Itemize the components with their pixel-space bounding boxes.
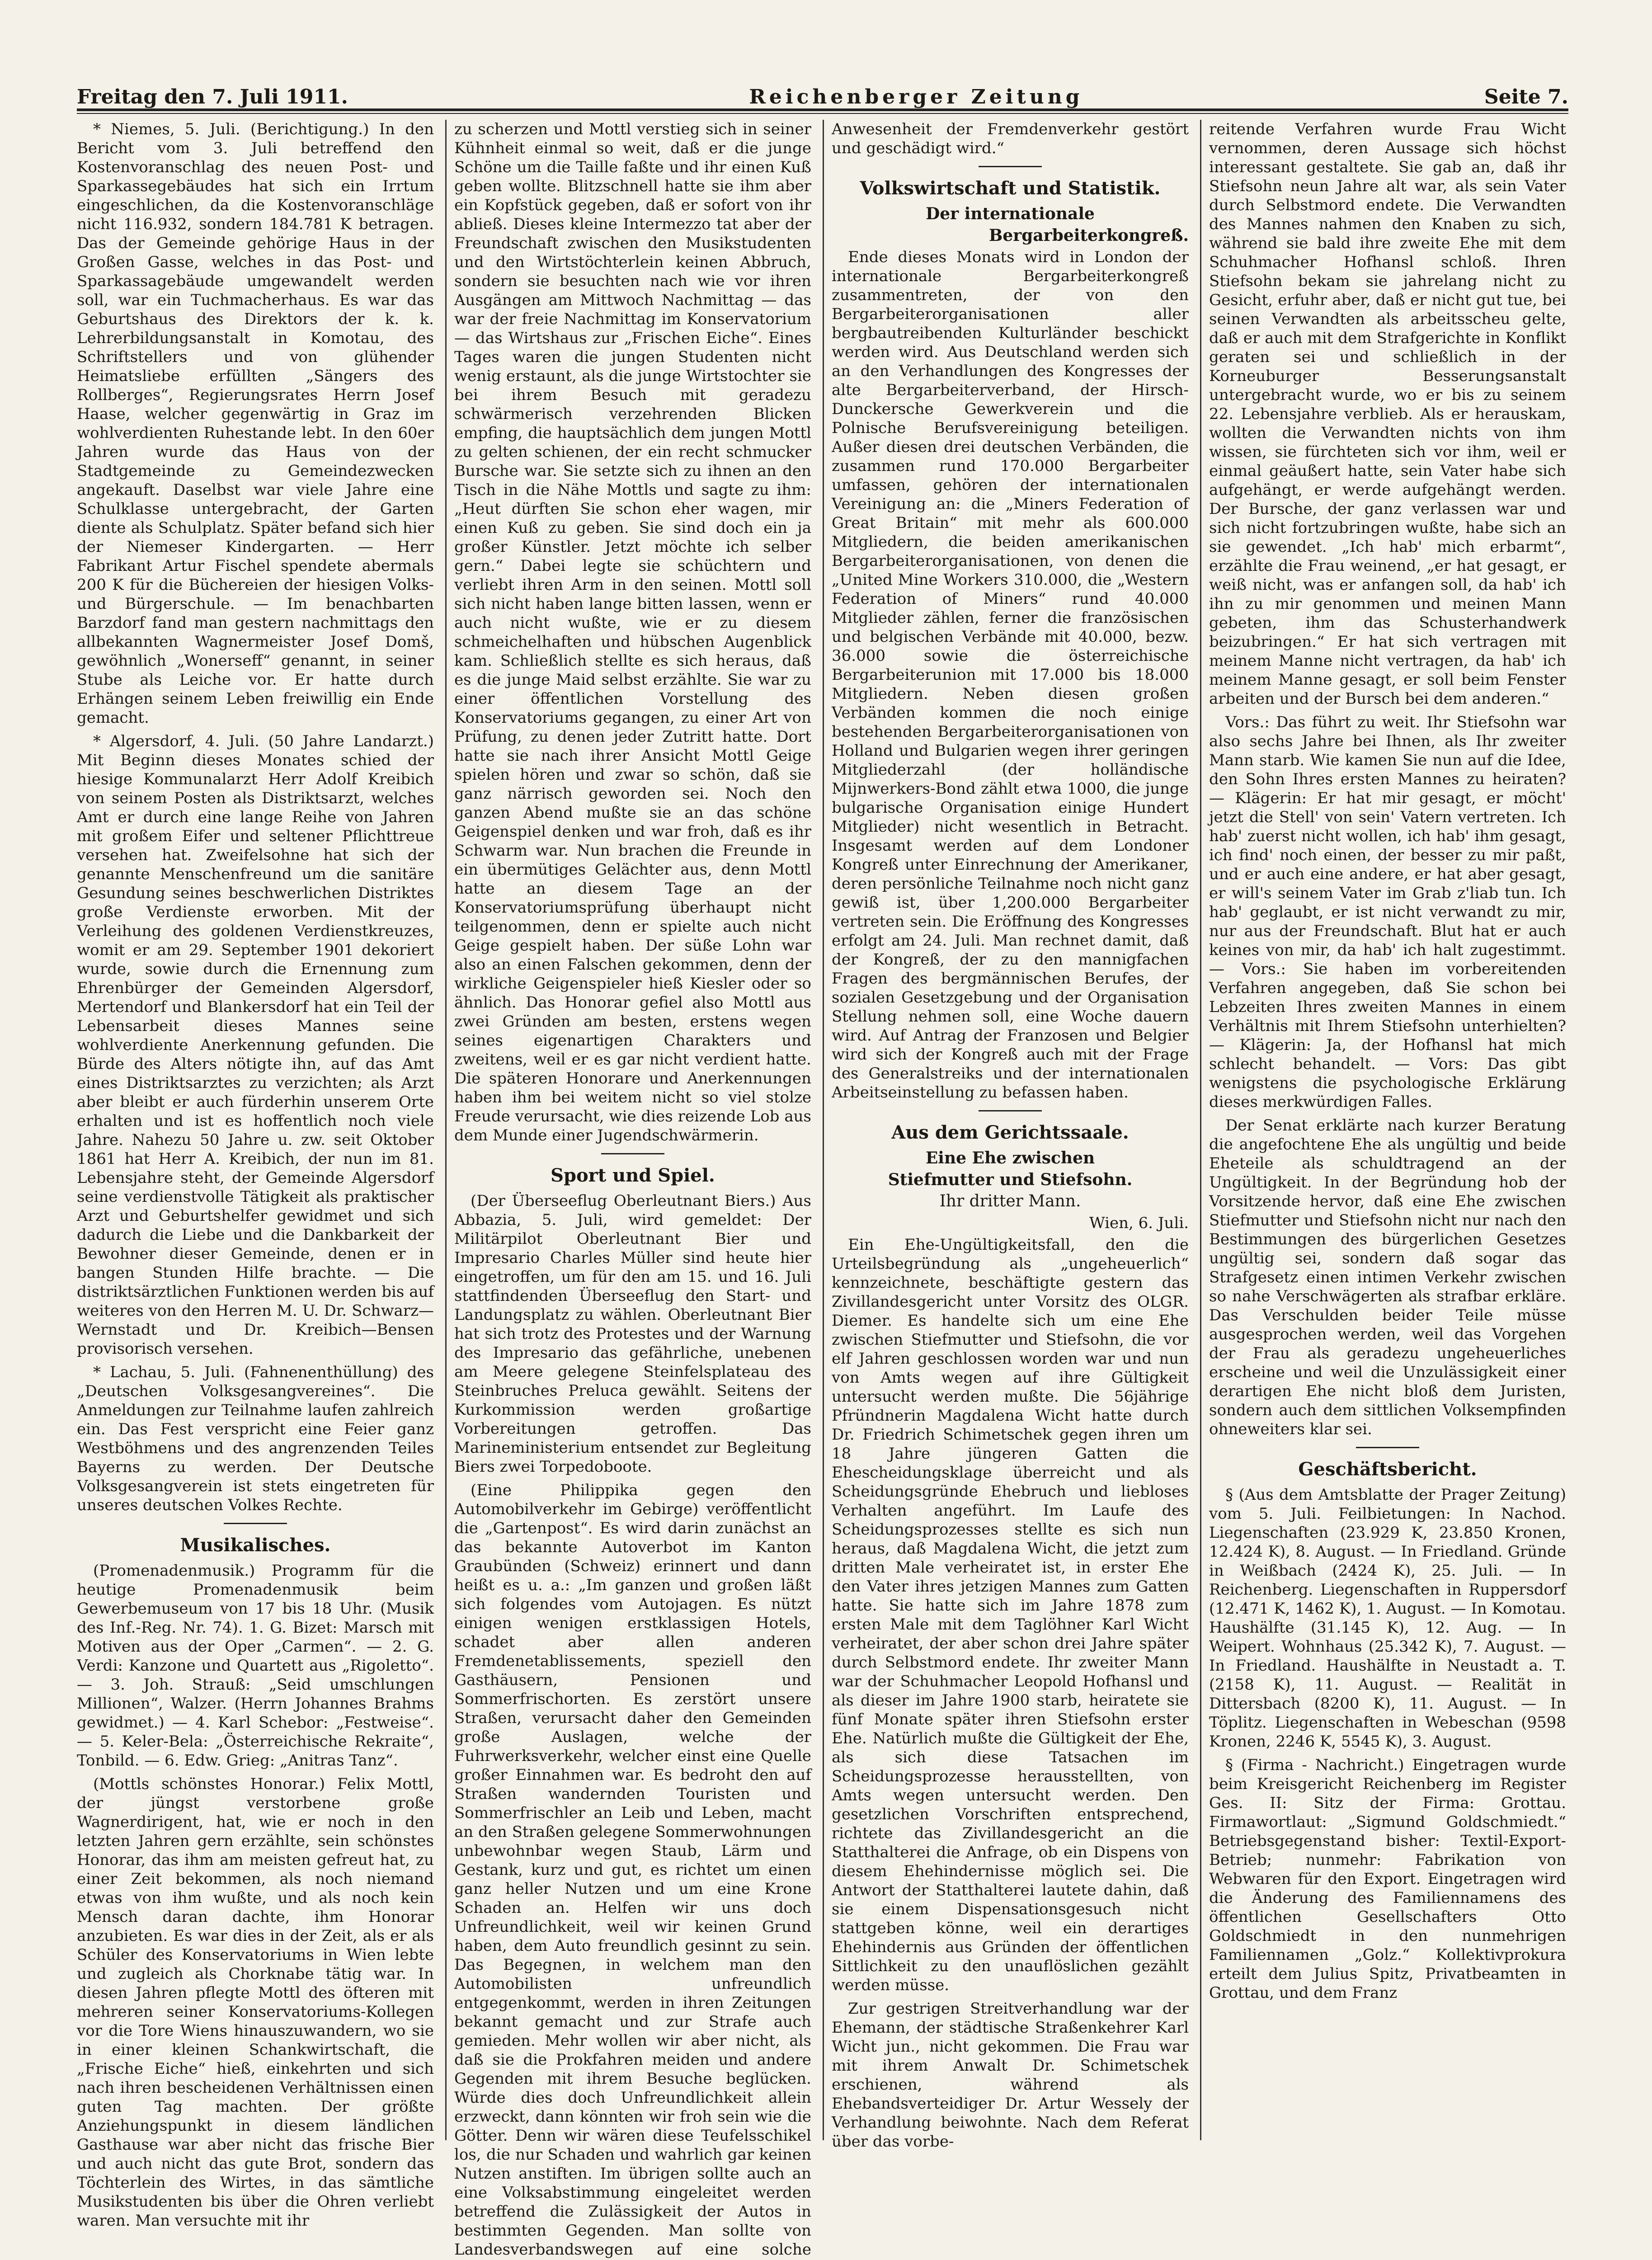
article-mottl: (Mottls schönstes Honorar.) Felix Mottl, der jüngst verstorbene große Wagnerdirigent, hat, wie er noch in den letzten Jahren gern erzählte, sein schönstes Honorar, das ihm am meisten gefreut hat, zu einer Zeit bekommen, als noch niemand etwas von ihm wußte, und als noch kein Mensch daran dachte, ihm Honorar anzubieten. Es war dies in der Zeit, als er als Schüler des Konservatoriums in Wien lebte und zugleich als Chorknabe tätig war. In diesen Jahren pflegte Mottl des öfteren mit mehreren seiner Konservatoriums-Kollegen vor die Tore Wiens hinauszuwandern, wo sie in einer kleinen Schankwirtschaft, die „Frische Eiche“ hieß, einkehrten und sich nach ihren bescheidenen Verhältnissen einen guten Tag machten. Der größte Anziehungspunkt in diesem ländlichen Gasthause war aber nicht das frische Bier und auch nicht das gute Brot, sondern das Töchterlein des Wirtes, in das sämtliche Musikstudenten bis über die Ohren verliebt waren. Man versuchte mit ihr [77, 1775, 434, 2230]
section-divider [1356, 1447, 1419, 1448]
article-niemes: * Niemes, 5. Juli. (Berichtigung.) In den Bericht vom 3. Juli betreffend den Kostenvoranschlag des neuen Post- und Sparkassegebäudes hat sich ein Irrtum eingeschlichen, da die Kostenvoranschläge nicht 116.932, sondern 184.781 K betragen. Das der Gemeinde gehörige Haus in der Großen Gasse, welches in das Post- und Sparkassagebäude umgewandelt werden soll, war ein Tuchmacherhaus. Es war das Geburtshaus des Direktors der k. k. Lehrerbildungsanstalt in Komotau, des Schriftstellers und von glühender Heimatsliebe erfüllten „Sängers des Rollberges“, Regierungsrates Herrn Josef Haase, welcher gegenwärtig in Graz im wohlverdienten Ruhestande lebt. In den 60er Jahren wurde das Haus von der Stadtgemeinde zu Gemeindezwecken angekauft. Daselbst war viele Jahre eine Schulklasse untergebracht, der Garten diente als Schulplatz. Später befand sich hier der Niemeser Kindergarten. — Herr Fabrikant Artur Fischel spendete abermals 200 K für die Büchereien der hiesigen Volks- und Bürgerschule. — Im benachbarten Barzdorf fand man gestern nachmittags den allbekannten Wagnermeister Josef Domš, gewöhnlich „Wonerseff“ genannt, in seiner Stube als Leiche vor. Er hatte durch Erhängen seinem Leben freiwillig ein Ende gemacht. [77, 120, 434, 727]
page-header [77, 77, 1568, 108]
article-title-line2: Bergarbeiterkongreß. [988, 226, 1189, 245]
dateline: Wien, 6. Juli. [1089, 1214, 1189, 1232]
article-promenadenmusik: (Promenadenmusik.) Programm für die heutige Promenadenmusik beim Gewerbemuseum von 17 bis 18 Uhr. (Musik des Inf.-Reg. Nr. 74). 1. G. Bizet: Marsch mit Motiven aus der Oper „Carmen“. — 2. G. Verdi: Kanzone und Quartett aus „Rigoletto“. — 3. Joh. Strauß: „Seid umschlungen Millionen“, Walzer. (Herrn Johannes Brahms gewidmet.) — 4. Karl Schebor: „Festweise“. — 5. Keler-Bela: „Österreichische Rekraite“, Tonbild. — 6. Edw. Grieg: „Anitras Tanz“. [77, 1562, 434, 1770]
article-title-line2: Stiefmutter und Stiefsohn. [888, 1170, 1133, 1189]
column-rule [1200, 120, 1201, 2140]
column-rule [823, 120, 824, 2140]
column-2 [454, 120, 811, 2259]
section-heading-sport: Sport und Spiel. [551, 1165, 715, 1186]
article-philippika-end: Anwesenheit der Fremdenverkehr gestört und geschädigt wird.“ [832, 120, 1189, 157]
header-date: Freitag den 7. Juli 1911. [77, 85, 348, 108]
column-1 [77, 120, 434, 2230]
column-rule [445, 120, 447, 2140]
article-lachau: * Lachau, 5. Juli. (Fahnenenthüllung) des „Deutschen Volksgesangvereines“. Die Anmeldungen zur Teilnahme laufen zahlreich ein. Das Fest verspricht eine Feier ganz Westböhmens und des angrenzenden Teiles Bayerns zu werden. Der Deutsche Volksgesangverein ist stets eingetreten für unseres deutschen Volkes Rechte. [77, 1363, 434, 1514]
section-divider [224, 1523, 287, 1524]
article-subtitle: Ihr dritter Mann. [939, 1192, 1081, 1210]
section-divider [979, 166, 1042, 167]
header-rule-thin [77, 113, 1568, 114]
article-philippika: (Eine Philippika gegen den Automobilverkehr im Gebirge) veröffentlicht die „Gartenpost“. Es wird darin zunächst an das bekannte Autoverbot im Kanton Graubünden (Schweiz) erinnert und dann heißt es u. a.: „Im ganzen und großen läßt sich folgendes vom Autojagen. Es nützt einigen wenigen erstklassigen Hotels, schadet aber allen anderen Fremdenetablissements, speziell den Gasthäusern, Pensionen und Sommerfrischorten. Es zerstört unsere Straßen, verursacht daher den Gemeinden große Auslagen, welche der Fuhrwerksverkehr, welcher einst eine Quelle großer Einnahmen war. Es bedroht den auf Straßen wandernden Touristen und Sommerfrischler an Leib und Leben, macht an den Straßen gelegene Sommerwohnungen unbewohnbar wegen Staub, Lärm und Gestank, kurz und gut, es richtet um einen ganz heller Nutzen und um eine Krone Schaden an. Helfen wir uns doch Unfreundlichkeit, weil wir keinen Grund haben, dem Auto freundlich gesinnt zu sein. Das Begegnen, in welchem man den Automobilisten unfreundlich entgegenkommt, werden in ihren Zeitungen bekannt gemacht und zur Strafe auch gemieden. Mehr wollen wir aber nicht, als daß sie die Prokfahren meiden und andere Gegenden mit ihrem Besuche beglücken. Würde dies doch Unfreundlichkeit allein erzweckt, dann könnten wir froh sein wie die Götter. Denn wir wären diese Teufelsschikel los, die nur Schaden und wahrlich gar keinen Nutzen anstiften. Im übrigen sollte auch an eine Volksabstimmung eingeleitet werden betreffend die Zulässigkeit der Autos in bestimmten Gegenden. Man sollte von Landesverbandswegen auf eine solche [454, 1481, 811, 2259]
article-title-line1: Eine Ehe zwischen [925, 1149, 1095, 1168]
article-ueberseeflug: (Der Überseeflug Oberleutnant Biers.) Aus Abbazia, 5. Juli, wird gemeldet: Der Militärpilot Oberleutnant Bier und Impresario Charles Müller sind heute hier eingetroffen, um für den am 15. und 16. Juli stattfindenden Überseeflug den Start- und Landungsplatz zu wählen. Oberleutnant Bier hat sich trotz des Protestes und der Warnung des Impresario das gefährliche, unebenen am Meere gelegene Steinfelsplateau des Steinbruches Preluca gewählt. Seitens der Kurkommission werden großartige Vorbereitungen getroffen. Das Marineministerium entsendet zur Begleitung Biers zwei Torpedoboote. [454, 1192, 811, 1476]
article-bergarbeiterkongress: Ende dieses Monats wird in London der internationale Bergarbeiterkongreß zusammentreten, der von den Bergarbeiterorganisationen aller bergbautreibenden Kulturländer beschickt werden wird. Aus Deutschland werden sich an den Verhandlungen des Kongresses der alte Bergarbeiterverband, der Hirsch-Dunckersche Gewerkverein und die Polnische Berufsvereinigung beteiligen. Außer diesen drei deutschen Verbänden, die zusammen rund 170.000 Bergarbeiter umfassen, gehören der internationalen Vereinigung an: die „Miners Federation of Great Britain“ mit mehr als 600.000 Mitgliedern, die beiden amerikanischen Bergarbeiterorganisationen, von denen die „United Mine Workers 310.000, die „Western Federation of Miners“ rund 40.000 Mitglieder zählen, ferner die französischen und belgischen Verbände mit 40.000, bezw. 36.000 sowie die österreichische Bergarbeiterunion mit 17.000 bis 18.000 Mitgliedern. Neben diesen großen Verbänden kommen die noch einige bestehenden Bergarbeiterorganisationen von Holland und Bulgarien wegen ihrer geringen Mitgliederzahl (der holländische Mijnwerkers-Bond zählt etwa 1000, die junge bulgarische Organisation einige Hundert Mitglieder) nicht wesentlich in Betracht. Insgesamt werden auf dem Londoner Kongreß unter Einrechnung der Amerikaner, deren persönliche Teilnahme noch nicht ganz gewiß ist, über 1,200.000 Bergarbeiter vertreten sein. Die Eröffnung des Kongresses erfolgt am 24. Juli. Man rechnet damit, daß der Kongreß, der zu den mannigfachen Fragen des bergmännischen Berufes, der sozialen Gesetzgebung und der Organisation Stellung nehmen soll, eine Woche dauern wird. Auf Antrag der Franzosen und Belgier wird sich der Kongreß auch mit der Frage des Generalstreiks und der internationalen Arbeitseinstellung zu befassen haben. [832, 248, 1189, 1102]
article-algersdorf: * Algersdorf, 4. Juli. (50 Jahre Landarzt.) Mit Beginn dieses Monates schied der hiesige Kommunalarzt Herr Adolf Kreibich von seinem Posten als Distriktsarzt, welches Amt er durch eine lange Reihe von Jahren mit großem Eifer und seltener Pflichttreue versehen hat. Zweifelsohne hat sich der genannte Menschenfreund um die sanitäre Gesundung seines beschwerlichen Distriktes große Verdienste erworben. Mit der Verleihung des goldenen Verdienstkreuzes, womit er am 29. September 1901 dekoriert wurde, sowie durch die Ernennung zum Ehrenbürger der Gemeinden Algersdorf, Mertendorf und Blankersdorf hat ein Teil der Lebensarbeit dieses Mannes seine wohlverdiente Anerkennung gefunden. Die Bürde des Alters nötigte ihn, auf das Amt eines Distriktsarztes zu verzichten; als Arzt aber bleibt er auch fürderhin unserem Orte erhalten und ist es hoffentlich noch viele Jahre. Nahezu 50 Jahre u. zw. seit Oktober 1861 hat Herr A. Kreibich, der nun im 81. Lebensjahre steht, der Gemeinde Algersdorf seine verdienstvolle Tätigkeit als praktischer Arzt und Geburtshelfer gewidmet und sich dadurch die Liebe und die Dankbarkeit der Bewohner dieser Gemeinde, denen er in bangen Stunden Hilfe brachte. — Die distriktsärztlichen Funktionen werden bis auf weiteres von den Herren M. U. Dr. Schwarz—Wernstadt und Dr. Kreibich—Bensen provisorisch versehen. [77, 732, 434, 1358]
section-heading-volkswirtschaft: Volkswirtschaft und Statistik. [860, 178, 1161, 199]
article-ehe-verhoer: Vors.: Das führt zu weit. Ihr Stiefsohn war also sechs Jahre bei Ihnen, als Ihr zweiter Mann starb. Wie kamen Sie nun auf die Idee, den Sohn Ihres ersten Mannes zu heiraten? — Klägerin: Er hat mir gesagt, er möcht' jetzt die Stell' von sein' Vatern vertreten. Ich hab' zuerst nicht wollen, ich hab' ihm gesagt, ich find' noch einen, der besser zu mir paßt, und er auch eine andere, er hat aber gesagt, er will's seinem Vater im Grab z'liab tun. Ich hab' geglaubt, er ist nicht verwandt zu mir, nur aus der Freundschaft. Blut hat er auch keines von mir, da hab' ich halt zugestimmt. — Vors.: Sie haben im vorbereitenden Verfahren angegeben, daß Sie schon bei Lebzeiten Ihres zweiten Mannes in einem Verhältnis mit Ihrem Stiefsohn unterhielten? — Klägerin: Ja, der Hofhansl hat mich schlecht behandelt. — Vors: Das gibt wenigstens die psychologische Erklärung dieses merkwürdigen Falles. [1209, 713, 1566, 1111]
article-mottl-cont: zu scherzen und Mottl verstieg sich in seiner Kühnheit einmal so weit, daß er die junge Schöne um die Taille faßte und ihr einen Kuß geben wollte. Blitzschnell hatte sie ihm aber ein Kopfstück gegeben, daß er sofort von ihr abließ. Dieses kleine Intermezzo tat aber der Freundschaft zwischen den Musikstudenten und den Wirtstöchterlein keinen Abbruch, sondern sie besuchten nach wie vor ihren Ausgängen am Mittwoch Nachmittag — das war der freie Nachmittag im Konservatorium — das Wirtshaus zur „Frischen Eiche“. Eines Tages waren die jungen Studenten nicht wenig erstaunt, als die junge Wirtstochter sie bei ihrem Besuch mit geradezu schwärmerisch verzehrenden Blicken empfing, die hauptsächlich dem jungen Mottl zu gelten schienen, der ein recht schmucker Bursche war. Sie setzte sich zu ihnen an den Tisch in die Nähe Mottls und sagte zu ihm: „Heut dürften Sie schon eher wagen, mir einen Kuß zu geben. Sie sind doch ein ja großer Künstler. Jetzt möchte ich selber gern.“ Dabei legte sie schüchtern und verliebt ihren Arm in den seinen. Mottl soll sich nicht haben lange bitten lassen, wenn er auch nicht wußte, wie er zu diesem schmeichelhaften und hübschen Augenblick kam. Schließlich stellte es sich heraus, daß es die junge Maid selbst erzählte. Sie war zu einer öffentlichen Vorstellung des Konservatoriums gegangen, zu einer Art von Prüfung, zu denen jeder Zutritt hatte. Dort hatte sie nach ihrer Ansicht Mottl Geige spielen hören und zwar so schön, daß sie ganz närrisch geworden sei. Noch den ganzen Abend mußte sie an das schöne Geigenspiel denken und war froh, daß es ihr Schwarm war. Nun brachen die Freunde in ein übermütiges Gelächter aus, denn Mottl hatte an diesem Tage an der Konservatoriumsprüfung überhaupt nicht teilgenommen, denn er spielte auch nicht Geige gespielt haben. Der süße Lohn war also an einen Falschen gekommen, denn der wirkliche Geigenspieler hieß Kiesler oder so ähnlich. Das Honorar gefiel also Mottl aus zwei Gründen am besten, erstens wegen seines eigenartigen Charakters und zweitens, weil er es gar nicht verdient hatte. Die späteren Honorare und Anerkennungen haben ihm bei weitem nicht so viel stolze Freude verursacht, wie dies reizende Lob aus dem Munde einer Jugendschwärmerin. [454, 120, 811, 1144]
article-ehe-urteil: Der Senat erklärte nach kurzer Beratung die angefochtene Ehe als ungültig und beide Eheteile als schuldtragend an der Ungültigkeit. In der Begründung hob der Vorsitzende hervor, daß eine Ehe zwischen Stiefmutter und Stiefsohn nicht nur nach den Bestimmungen des bürgerlichen Gesetzes ungültig sei, sondern daß sogar das Strafgesetz einen intimen Verkehr zwischen so nahe Verschwägerten als strafbar erkläre. Das Verschulden beider Teile müsse ausgesprochen werden, weil das Vorgehen der Frau als geradezu ungeheuerliches erscheine und weil die Unzulässigkeit einer derartigen Ehe nicht bloß dem Juristen, sondern auch dem sittlichen Volksempfinden ohneweiters klar sei. [1209, 1116, 1566, 1438]
article-ehe: Ein Ehe-Ungültigkeitsfall, den die Urteilsbegründung als „ungeheuerlich“ kennzeichnete, beschäftigte gestern das Zivillandesgericht unter Vorsitz des OLGR. Diemer. Es handelte sich um eine Ehe zwischen Stiefmutter und Stiefsohn, die vor elf Jahren geschlossen worden war und nun von Amts wegen auf ihre Gültigkeit untersucht werden mußte. Die 56jährige Pfründnerin Magdalena Wicht hatte durch Dr. Friedrich Schimetschek gegen ihren um 18 Jahre jüngeren Gatten die Ehescheidungsklage überreicht und als Scheidungsgründe Ehebruch und liebloses Verhalten angeführt. Im Laufe des Scheidungsprozesses stellte es sich nun heraus, daß Magdalena Wicht, die jetzt zum dritten Male verheiratet ist, in erster Ehe den Vater ihres jetzigen Mannes zum Gatten hatte. Sie hatte sich im Jahre 1878 zum ersten Male mit dem Taglöhner Karl Wicht verheiratet, der aber schon drei Jahre später durch Selbstmord endete. Ihr zweiter Mann war der Schuhmacher Leopold Hofhansl und als dieser im Jahre 1900 starb, heiratete sie fünf Monate später ihren Stiefsohn erster Ehe. Natürlich mußte die Gültigkeit der Ehe, als sich diese Tatsachen im Scheidungsprozesse herausstellten, von Amts wegen untersucht werden. Den gesetzlichen Vorschriften entsprechend, richtete das Zivillandesgericht an die Statthalterei die Anfrage, ob ein Dispens von diesem Ehehindernisse möglich sei. Die Antwort der Statthalterei lautete dahin, daß sie einem Dispensationsgesuch nicht stattgeben könne, weil ein derartiges Ehehindernis aus Gründen der öffentlichen Sittlichkeit zu den unauflöslichen gezählt werden müsse. [832, 1236, 1189, 1994]
article-firma: § (Firma - Nachricht.) Eingetragen wurde beim Kreisgericht Reichenberg im Register Ges. II: Sitz der Firma: Grottau. Firmawortlaut: „Sigmund Goldschmiedt.“ Betriebsgegenstand bisher: Textil-Export-Betrieb; nunmehr: Fabrikation von Webwaren für den Export. Eingetragen wird die Änderung des Familiennamens des öffentlichen Gesellschafters Otto Goldschmiedt in den nunmehrigen Familiennamen „Golz.“ Kollektivprokura erteilt dem Julius Spitz, Privatbeamten in Grottau, und dem Franz [1209, 1756, 1566, 2002]
newspaper-title: Reichenberger Zeitung [749, 85, 1083, 108]
column-4 [1209, 120, 1566, 2140]
page-number: Seite 7. [1484, 85, 1568, 108]
article-title-line1: Der internationale [926, 204, 1095, 223]
article-ehe-cont: Zur gestrigen Streitverhandlung war der Ehemann, der städtische Straßenkehrer Karl Wicht jun., nicht gekommen. Die Frau war mit ihrem Anwalt Dr. Schimetschek erschienen, während als Ehebandsverteidiger Dr. Artur Wessely der Verhandlung beiwohnte. Nach dem Referat über das vorbe- [832, 2000, 1189, 2151]
section-divider [979, 1110, 1042, 1111]
section-heading-musik: Musikalisches. [180, 1535, 331, 1556]
article-ehe-cont2: reitende Verfahren wurde Frau Wicht vernommen, deren Aussage sich höchst interessant gestaltete. Sie gab an, daß ihr Stiefsohn neun Jahre alt war, als sein Vater durch Selbstmord endete. Die Verwandten des Mannes nahmen den Knaben zu sich, während sie bald ihre zweite Ehe mit dem Schuhmacher Hofhansl schloß. Ihren Stiefsohn bekam sie jahrelang nicht zu Gesicht, erfuhr aber, daß er nicht gut tue, bei seinen Verwandten als arbeitsscheu gelte, daß er auch mit dem Strafgerichte in Konflikt geraten sei und schließlich in der Korneuburger Besserungsanstalt untergebracht wurde, wo er bis zu seinem 22. Lebensjahre verblieb. Als er herauskam, wollten die Verwandten nichts von ihm wissen, sie fürchteten sich vor ihm, weil er einmal geäußert hatte, sein Vater habe sich aufgehängt, er werde aufgehängt werden. Der Bursche, der ganz verlassen war und sich nicht fortzubringen wußte, habe sich an sie gewendet. „Ich hab' mich erbarmt“, erzählte die Frau weinend, „er hat gesagt, er weiß nicht, was er anfangen soll, da hab' ich ihn zu mir genommen und meinen Mann gebeten, ihm das Schusterhandwerk beizubringen.“ Er hat sich vertragen mit meinem Manne nicht vertragen, da hab' ich meinem Manne gesagt, er soll beim Fenster arbeiten und der Bursch bei dem anderen.“ [1209, 120, 1566, 708]
section-heading-geschaeftsbericht: Geschäftsbericht. [1298, 1459, 1477, 1480]
section-heading-gerichtssaal: Aus dem Gerichtssaale. [891, 1122, 1129, 1143]
article-amtsblatt: § (Aus dem Amtsblatte der Prager Zeitung) vom 5. Juli. Feilbietungen: In Nachod. Liegenschaften (23.929 K, 23.850 Kronen, 12.424 K), 8. August. — In Friedland. Gründe in Weißbach (2424 K), 25. Juli. — In Reichenberg. Liegenschaften in Ruppersdorf (12.471 K, 1462 K), 1. August. — In Komotau. Haushälfte (31.145 K), 12. Aug. — In Weipert. Wohnhaus (25.342 K), 7. August. — In Friedland. Haushälfte in Neustadt a. T. (2158 K), 11. August. — Realität in Dittersbach (8200 K), 11. August. — In Töplitz. Liegenschaften in Webeschan (9598 Kronen, 2246 K, 5545 K), 3. August. [1209, 1486, 1566, 1751]
header-rule [77, 108, 1568, 111]
column-3 [832, 120, 1189, 2151]
section-divider [601, 1153, 664, 1154]
